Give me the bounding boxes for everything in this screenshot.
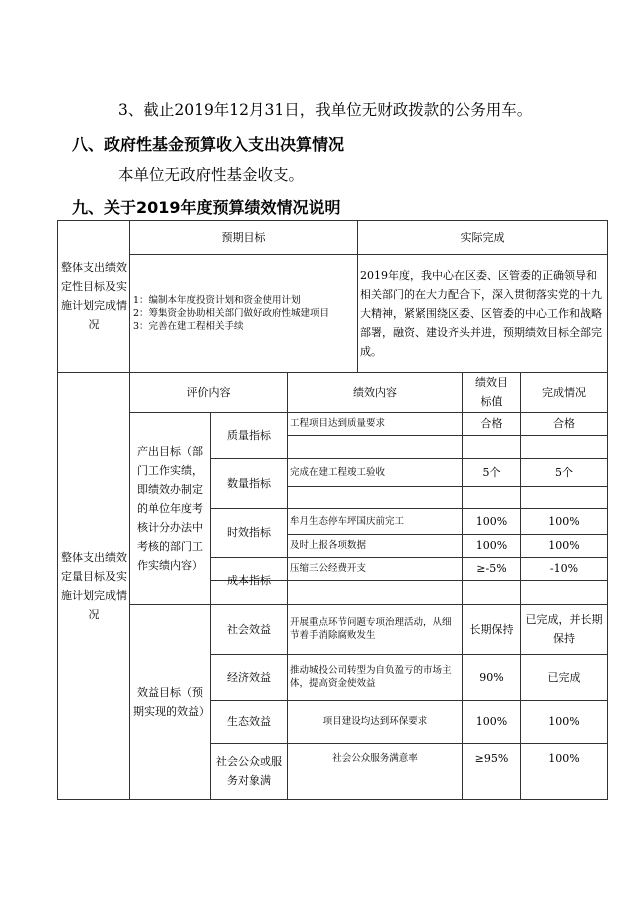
table-row: 牟月生态停车坪国庆前完工 — [290, 515, 405, 527]
table-row: ≥-5% — [476, 562, 507, 575]
paragraph-fund: 本单位无政府性基金收支。 — [118, 166, 305, 184]
table-row: 社会公众服务满意率 — [332, 752, 418, 764]
table-row: 完成在建工程竣工验收 — [290, 466, 386, 478]
table-row: 推动城投公司转型为自负盈亏的市场主体，提高资金使效益 — [290, 665, 452, 689]
table-row: 5个 — [555, 465, 573, 479]
table-row: 100% — [548, 514, 580, 528]
table-row: 100% — [475, 715, 508, 728]
table-row: 项目建设均达到环保要求 — [322, 716, 428, 727]
performance-table — [57, 220, 608, 800]
paragraph-vehicle: 3、截止2019年12月31日，我单位无财政拨款的公务用车。 — [118, 101, 533, 119]
quality-indicator: 质量指标 — [227, 428, 271, 442]
col-done: 完成情况 — [542, 385, 586, 399]
cost-indicator: 成本指标 — [227, 574, 271, 587]
actual-header: 实际完成 — [460, 230, 505, 244]
table-row: 开展重点环节问题专项治理活动，从细节着手消除腐败发生 — [290, 617, 452, 641]
table-row: 100% — [548, 715, 580, 728]
table-row: 5个 — [482, 465, 501, 479]
public-satisfaction: 社会公众或服务对象满 — [216, 755, 282, 787]
heading-section-9: 九、关于2019年度预算绩效情况说明 — [72, 198, 341, 217]
output-goal-group: 产出目标（部门工作实绩，即绩效办制定的单位年度考核计分办法中考核的部门工作实绩内容） — [137, 444, 203, 572]
table-row: 100% — [548, 751, 580, 765]
table-row: 100% — [475, 539, 508, 552]
timeliness-indicator: 时效指标 — [227, 526, 271, 539]
economic-benefit: 经济效益 — [227, 670, 271, 684]
table-row: 已完成 — [547, 670, 581, 684]
expected-header: 预期目标 — [221, 230, 266, 244]
col-perf: 绩效内容 — [353, 385, 397, 399]
table-row: 合格 — [480, 417, 503, 430]
table-row: 工程项目达到质量要求 — [290, 418, 386, 429]
table-row: 100% — [548, 539, 580, 552]
col-eval: 评价内容 — [186, 385, 231, 399]
table-row: 长期保持 — [469, 622, 514, 636]
table-row: 已完成，并长期保持 — [525, 613, 603, 645]
table-row: 100% — [475, 514, 508, 528]
qualitative-label: 整体支出绩效定性目标及实施计划完成情况 — [61, 261, 127, 331]
table-row: 及时上报各项数据 — [290, 540, 367, 551]
actual-result: 2019年度，我中心在区委、区管委的正确领导和相关部门的在大力配合下，深入贯彻落实党的十九大精神，紧紧围绕区委、区管委的中心工作和战略部署，融资、建设齐头并进，预期绩效目标全部完成。 — [360, 268, 602, 358]
expected-goals: 1：编制本年度投资计划和资金使用计划 2：筹集资金协助相关部门做好政府性城建项目 3：完善在建工程相关手续 — [133, 294, 330, 332]
table-row: ≥95% — [474, 751, 509, 765]
social-benefit: 社会效益 — [227, 622, 271, 636]
ecological-benefit: 生态效益 — [227, 715, 271, 728]
table-row: 90% — [479, 670, 504, 684]
table-row: 压缩三公经费开支 — [290, 563, 367, 574]
table-row: 合格 — [553, 417, 575, 430]
col-target: 绩效目标值 — [475, 376, 508, 408]
quantity-indicator: 数量指标 — [227, 476, 271, 490]
quantitative-label: 整体支出绩效定量目标及实施计划完成情况 — [61, 551, 127, 621]
table-row: -10% — [549, 562, 579, 575]
benefit-goal-group: 效益目标（预期实现的效益） — [133, 685, 210, 718]
heading-section-8: 八、政府性基金预算收入支出决算情况 — [72, 135, 345, 154]
